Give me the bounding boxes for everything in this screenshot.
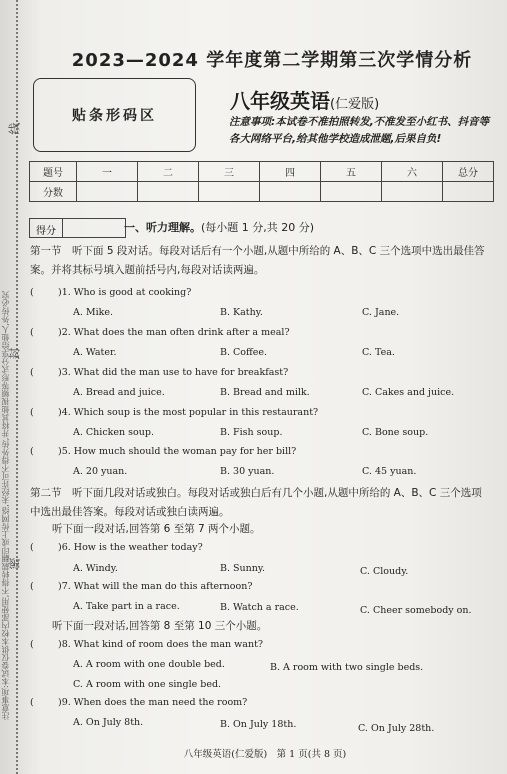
margin-mark-seal: 封 — [7, 347, 22, 360]
section-score-box — [29, 218, 126, 238]
option-a: A. Chicken soup. — [73, 427, 154, 438]
part2-instruction: 第二节 听下面几段对话或独白。每段对话或独白后有几个小题,从题中所给的 A、B、C 三个选项中选出最佳答案。每段对话或独白读两遍。 — [30, 487, 482, 518]
score-input-cell[interactable] — [77, 182, 138, 202]
question-7 — [30, 581, 252, 592]
answer-blank[interactable]: ( — [30, 542, 34, 553]
margin-mark-line: 线 — [7, 122, 22, 135]
margin-note: 注意事项:本试卷仅供本校内部使用,不得转载翻印或上传网络,未经许可不得外传,并将其他视频等形式分享给他人,外传必究 — [1, 291, 10, 720]
option-b: B. Watch a race. — [220, 602, 299, 613]
section-score-label: 得分 — [36, 226, 56, 237]
answer-blank[interactable]: ( — [30, 639, 34, 650]
answer-blank[interactable]: ( — [30, 367, 34, 378]
question-3 — [30, 367, 288, 378]
option-a: A. Bread and juice. — [73, 387, 165, 398]
option-c: C. Cloudy. — [360, 566, 409, 577]
section-points: (每小题 1 分,共 20 分) — [201, 221, 315, 234]
table-cell: 六 — [382, 162, 443, 182]
answer-blank[interactable]: ( — [30, 697, 34, 708]
option-c: C. Tea. — [362, 347, 395, 358]
table-cell: 题号 — [30, 162, 77, 182]
option-b: B. On July 18th. — [220, 719, 297, 730]
option-c: C. Cakes and juice. — [362, 387, 455, 398]
score-input-cell[interactable] — [443, 182, 494, 202]
question-6 — [30, 542, 203, 553]
question-text: )4. Which soup is the most popular in this restaurant? — [58, 407, 319, 418]
option-b: B. A room with two single beds. — [270, 662, 424, 673]
question-text: )2. What does the man often drink after a meal? — [58, 327, 290, 338]
question-4 — [30, 407, 318, 418]
exam-title: 2023—2024 学年度第二学期第三次学情分析 — [71, 50, 473, 71]
answer-blank[interactable]: ( — [30, 407, 34, 418]
notice-text: 注意事项:本试卷不准拍照转发,不准发至小红书、抖音等各大网络平台,给其他学校造成泄题,后果自负! — [229, 116, 490, 145]
option-b: B. Sunny. — [220, 563, 266, 574]
option-c: C. On July 28th. — [358, 723, 435, 734]
answer-blank[interactable]: ( — [30, 446, 34, 457]
table-cell: 分数 — [30, 182, 77, 202]
score-input-cell[interactable] — [260, 182, 321, 202]
score-input-cell[interactable] — [321, 182, 382, 202]
barcode-area: 贴条形码区 — [33, 78, 196, 152]
section-title: 一、听力理解。 — [124, 221, 201, 234]
question-1 — [30, 287, 191, 298]
option-b: B. Fish soup. — [220, 427, 283, 438]
option-a: A. Take part in a race. — [73, 601, 180, 612]
section-heading — [124, 219, 314, 235]
option-a: A. On July 8th. — [73, 717, 144, 728]
edition-label: (仁爱版) — [330, 97, 380, 112]
binding-line — [16, 0, 18, 774]
table-cell: 二 — [138, 162, 199, 182]
part1-instruction: 第一节 听下面 5 段对话。每段对话后有一个小题,从题中所给的 A、B、C 三个选项中选出最佳答案。并将其标号填入题前括号内,每段对话读两遍。 — [30, 245, 485, 276]
score-table — [29, 161, 494, 202]
dialogue-intro-2: 听下面一段对话,回答第 8 至第 10 三个小题。 — [52, 620, 268, 632]
answer-blank[interactable]: ( — [30, 581, 34, 592]
answer-blank[interactable]: ( — [30, 287, 34, 298]
score-input-cell[interactable] — [138, 182, 199, 202]
question-2 — [30, 327, 290, 338]
question-text: )1. Who is good at cooking? — [58, 287, 192, 298]
question-8 — [30, 639, 263, 650]
option-a: A. 20 yuan. — [73, 466, 128, 477]
option-c: C. Bone soup. — [362, 427, 429, 438]
table-cell: 五 — [321, 162, 382, 182]
score-input-cell[interactable] — [382, 182, 443, 202]
grade-label: 八年级英语 — [230, 89, 330, 113]
score-table-score-row — [30, 182, 494, 202]
option-c: C. Cheer somebody on. — [360, 605, 472, 616]
option-a: A. A room with one double bed. — [73, 659, 225, 670]
page-footer: 八年级英语(仁爱版) 第 1 页(共 8 页) — [183, 749, 347, 760]
dialogue-intro-1: 听下面一段对话,回答第 6 至第 7 两个小题。 — [52, 523, 261, 535]
subject-title — [230, 85, 379, 114]
question-5 — [30, 446, 296, 457]
option-a: A. Water. — [73, 347, 117, 358]
option-c: C. A room with one single bed. — [73, 679, 222, 690]
answer-blank[interactable]: ( — [30, 327, 34, 338]
option-b: B. Kathy. — [220, 307, 263, 318]
score-table-header-row — [30, 162, 494, 182]
margin-mark-secret: 密 — [7, 557, 22, 570]
option-c: C. 45 yuan. — [362, 466, 417, 477]
table-cell: 一 — [77, 162, 138, 182]
question-text: )5. How much should the woman pay for her bill? — [58, 446, 297, 457]
score-input-cell[interactable] — [199, 182, 260, 202]
option-b: B. 30 yuan. — [220, 466, 275, 477]
question-text: )7. What will the man do this afternoon? — [58, 581, 253, 592]
question-text: )6. How is the weather today? — [58, 542, 203, 553]
question-text: )8. What kind of room does the man want? — [58, 639, 263, 650]
question-text: )9. When does the man need the room? — [58, 697, 248, 708]
question-9 — [30, 697, 247, 708]
table-cell: 总分 — [443, 162, 494, 182]
question-text: )3. What did the man use to have for breakfast? — [58, 367, 289, 378]
option-a: A. Windy. — [73, 563, 118, 574]
option-a: A. Mike. — [73, 307, 114, 318]
option-b: B. Bread and milk. — [220, 387, 310, 398]
option-b: B. Coffee. — [220, 347, 268, 358]
table-cell: 四 — [260, 162, 321, 182]
divider — [62, 219, 63, 237]
option-c: C. Jane. — [362, 307, 400, 318]
table-cell: 三 — [199, 162, 260, 182]
